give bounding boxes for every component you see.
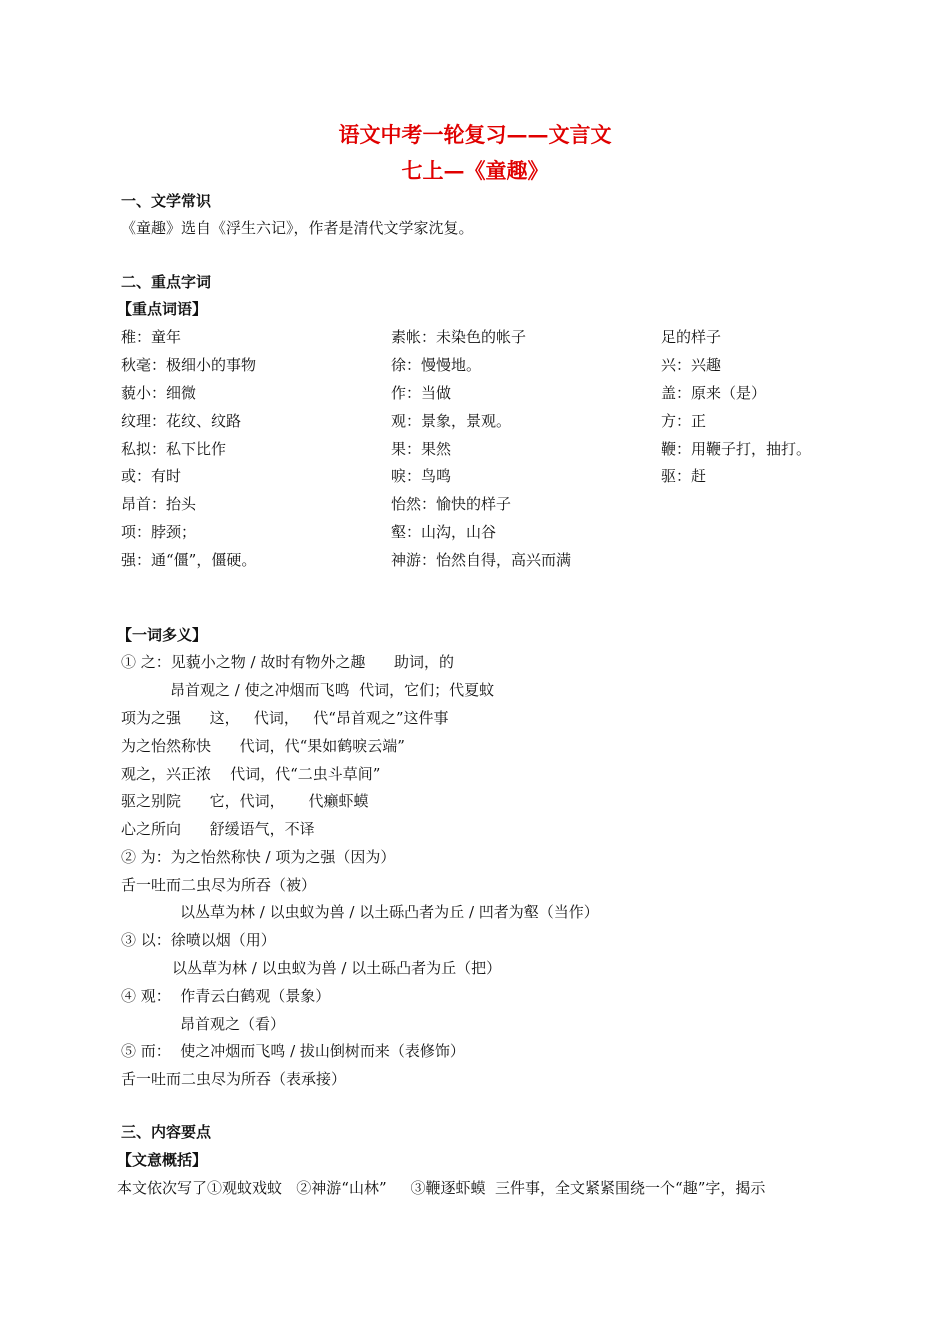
polysemy-line: 心之所向 舒缓语气，不译 xyxy=(121,820,315,838)
vocab-item: 纹理：花纹、纹路 xyxy=(121,412,242,430)
vocab-item: 秋毫：极细小的事物 xyxy=(121,356,257,374)
vocab-item: 兴：兴趣 xyxy=(661,356,722,374)
polysemy-line: ① 之：见藐小之物 / 故时有物外之趣 助词，的 xyxy=(121,653,454,671)
polysemy-line: ⑤ 而： 使之冲烟而飞鸣 / 拔山倒树而来（表修饰） xyxy=(121,1042,465,1060)
polysemy-line: 舌一吐而二虫尽为所吞（表承接） xyxy=(121,1070,347,1088)
polysemy-line: 昂首观之 / 使之冲烟而飞鸣 代词，它们；代夏蚊 xyxy=(170,681,495,699)
polysemy-line: 为之怡然称快 代词，代“果如鹤唳云端” xyxy=(121,737,405,755)
summary-subheading: 【文意概括】 xyxy=(117,1151,208,1169)
section-heading-content: 三、内容要点 xyxy=(121,1123,212,1141)
polysemy-line: ③ 以：徐喷以烟（用） xyxy=(121,931,276,949)
polysemy-line: 项为之强 这， 代词， 代“昂首观之”这件事 xyxy=(121,709,449,727)
vocab-item: 神游：怡然自得，高兴而满 xyxy=(391,551,572,569)
vocab-item: 方：正 xyxy=(661,412,707,430)
literature-note: 《童趣》选自《浮生六记》，作者是清代文学家沈复。 xyxy=(121,219,474,237)
vocab-item: 强：通“僵”，僵硬。 xyxy=(121,551,257,569)
vocab-item: 作：当做 xyxy=(391,384,452,402)
vocab-item: 项：脖颈； xyxy=(121,523,197,541)
polysemy-line: 以丛草为林 / 以虫蚁为兽 / 以土砾凸者为丘 / 凹者为壑（当作） xyxy=(180,903,599,921)
polysemy-line: 驱之别院 它，代词， 代癞虾蟆 xyxy=(121,792,369,810)
vocab-item: 唳：鸟鸣 xyxy=(391,467,452,485)
document-subtitle: 七上—《童趣》 xyxy=(401,158,549,183)
section-heading-literature: 一、文学常识 xyxy=(121,192,212,210)
vocab-item: 私拟：私下比作 xyxy=(121,440,227,458)
vocab-item: 果：果然 xyxy=(391,440,452,458)
polysemy-line: 以丛草为林 / 以虫蚁为兽 / 以土砾凸者为丘（把） xyxy=(172,959,502,977)
polysemy-subheading: 【一词多义】 xyxy=(117,626,208,644)
vocab-item: 藐小：细微 xyxy=(121,384,197,402)
vocab-item: 稚：童年 xyxy=(121,328,182,346)
polysemy-line: 观之，兴正浓 代词，代“二虫斗草间” xyxy=(121,765,381,783)
document-title: 语文中考一轮复习——文言文 xyxy=(338,122,612,147)
vocab-item: 足的样子 xyxy=(661,328,722,346)
section-heading-vocabulary: 二、重点字词 xyxy=(121,273,212,291)
polysemy-line: 昂首观之（看） xyxy=(180,1015,286,1033)
summary-text: 本文依次写了①观蚊戏蚊 ②神游“山林” ③鞭逐虾蟆 三件事，全文紧紧围绕一个“趣”字，揭示 xyxy=(117,1179,766,1197)
polysemy-line: 舌一吐而二虫尽为所吞（被） xyxy=(121,876,317,894)
vocab-item: 怡然：愉快的样子 xyxy=(391,495,512,513)
vocab-item: 盖：原来（是） xyxy=(661,384,767,402)
polysemy-line: ④ 观： 作青云白鹤观（景象） xyxy=(121,987,331,1005)
vocab-item: 驱：赶 xyxy=(661,467,707,485)
polysemy-line: ② 为：为之怡然称快 / 项为之强（因为） xyxy=(121,848,396,866)
vocab-item: 观：景象，景观。 xyxy=(391,412,512,430)
vocab-subheading: 【重点词语】 xyxy=(117,300,208,318)
vocab-item: 或：有时 xyxy=(121,467,182,485)
vocab-item: 昂首：抬头 xyxy=(121,495,197,513)
vocab-item: 徐：慢慢地。 xyxy=(391,356,482,374)
vocab-item: 鞭：用鞭子打，抽打。 xyxy=(661,440,812,458)
vocab-item: 素帐：未染色的帐子 xyxy=(391,328,527,346)
vocab-item: 壑：山沟，山谷 xyxy=(391,523,497,541)
